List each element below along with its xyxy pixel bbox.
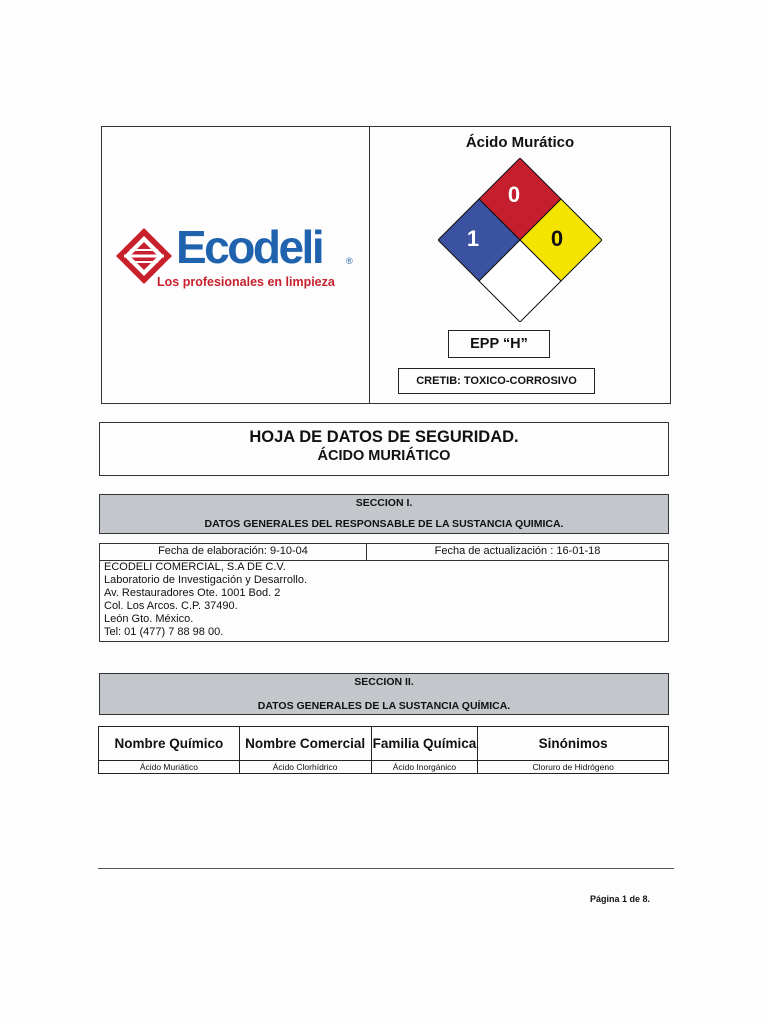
nfpa-diamond <box>438 158 602 322</box>
document-title: HOJA DE DATOS DE SEGURIDAD. <box>249 428 519 446</box>
table-header: Nombre Químico <box>99 727 240 761</box>
table-cell: Ácido Muriático <box>99 761 240 774</box>
address-line: Col. Los Arcos. C.P. 37490. <box>104 600 238 612</box>
section-1-number: SECCION I. <box>355 497 413 509</box>
section-1-header <box>99 494 669 534</box>
table-header: Familia Química <box>371 727 478 761</box>
header-divider <box>369 126 370 404</box>
nfpa-health-value: 1 <box>466 226 480 251</box>
address-line: Laboratorio de Investigación y Desarrollo. <box>104 574 308 586</box>
epp-label: EPP “H” <box>448 330 550 358</box>
responsible-info-box <box>99 543 669 642</box>
table-cell: Ácido Clorhídrico <box>239 761 371 774</box>
section-2-number: SECCION II. <box>354 676 414 688</box>
date-update: Fecha de actualización : 16-01-18 <box>434 545 601 557</box>
table-cell: Cloruro de Hidrógeno <box>478 761 669 774</box>
table-cell: Ácido Inorgánico <box>371 761 478 774</box>
address-line: ECODELI COMERCIAL, S.A DE C.V. <box>104 561 286 573</box>
logo-wordmark: Ecodeli <box>176 221 323 273</box>
address-line: León Gto. México. <box>104 613 194 625</box>
nfpa-flammability-value: 0 <box>507 182 521 207</box>
page-number: Página 1 de 8. <box>589 894 650 904</box>
table-header: Sinónimos <box>478 727 669 761</box>
table-header-row <box>99 727 669 761</box>
address-line: Av. Restauradores Ote. 1001 Bod. 2 <box>104 587 281 599</box>
ecodeli-logo <box>114 222 364 298</box>
logo-registered-mark: ® <box>346 256 353 266</box>
address-line: Tel: 01 (477) 7 88 98 00. <box>104 626 224 638</box>
logo-tagline: Los profesionales en limpieza <box>157 275 335 289</box>
chemical-data-table <box>98 726 669 774</box>
table-row <box>99 761 669 774</box>
document-subtitle: ÁCIDO MURIÁTICO <box>317 448 451 464</box>
footer-divider <box>98 868 674 869</box>
date-elaboration: Fecha de elaboración: 9-10-04 <box>158 545 308 557</box>
nfpa-reactivity-value: 0 <box>550 226 564 251</box>
table-header: Nombre Comercial <box>239 727 371 761</box>
section-2-title: DATOS GENERALES DE LA SUSTANCIA QUÍMICA. <box>257 700 511 712</box>
cretib-label: CRETIB: TOXICO-CORROSIVO <box>398 368 595 394</box>
section-2-header <box>99 673 669 715</box>
document-title-box <box>99 422 669 476</box>
product-title: Ácido Murático <box>465 134 575 151</box>
section-1-title: DATOS GENERALES DEL RESPONSABLE DE LA SUSTANCIA QUIMICA. <box>204 518 564 530</box>
